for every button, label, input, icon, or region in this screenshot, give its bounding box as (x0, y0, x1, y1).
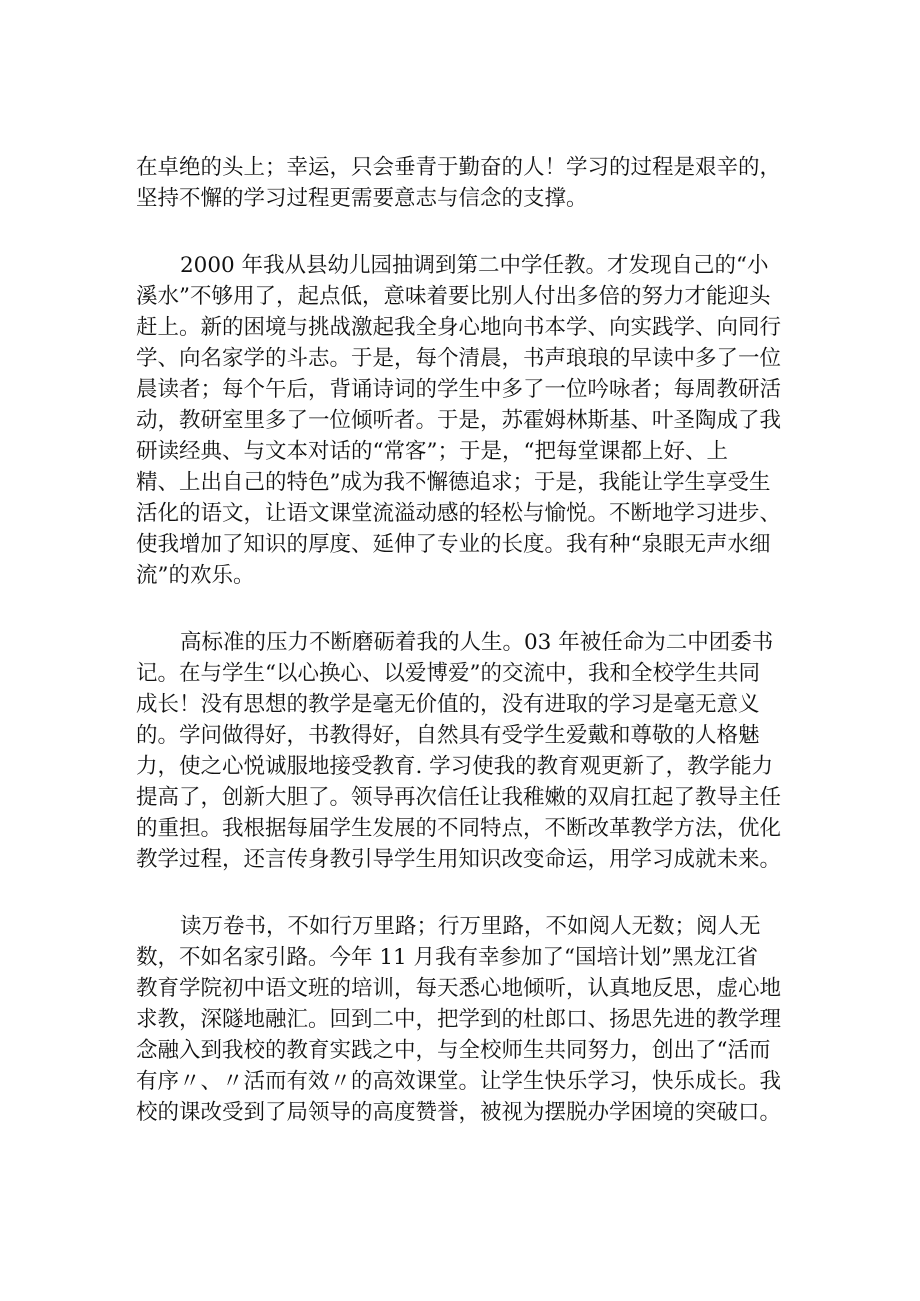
text-line: 学、向名家学的斗志。于是，每个清晨，书声琅琅的早读中多了一位 (136, 346, 782, 371)
text-line: 晨读者；每个午后，背诵诗词的学生中多了一位吟咏者；每周教研活 (136, 377, 782, 402)
text-line: 活化的语文，让语文课堂流溢动感的轻松与愉悦。不断地学习进步、 (136, 501, 782, 526)
text-line: 溪水”不够用了，起点低，意味着要比别人付出多倍的努力才能迎头 (136, 284, 771, 309)
text-line: 研读经典、与文本对话的“常客”；于是，“把每堂课都上好、上 (136, 439, 728, 464)
text-line: 高标准的压力不断磨砺着我的人生。03 年被任命为二中团委书 (180, 630, 774, 655)
text-line: 求教，深隧地融汇。回到二中，把学到的杜郎口、扬思先进的教学理 (136, 1007, 782, 1032)
text-line: 念融入到我校的教育实践之中，与全校师生共同努力，创出了“活而 (136, 1038, 771, 1063)
text-line: 的。学问做得好，书教得好，自然具有受学生爱戴和尊敬的人格魅 (136, 723, 760, 748)
text-line: 动，教研室里多了一位倾听者。于是，苏霍姆林斯基、叶圣陶成了我 (136, 408, 782, 433)
text-line: 成长！没有思想的教学是毫无价值的，没有进取的学习是毫无意义 (136, 692, 760, 717)
text-line: 教育学院初中语文班的培训，每天悉心地倾听，认真地反思，虚心地 (136, 976, 782, 1001)
paragraph-1 (136, 152, 786, 214)
text-line: 在卓绝的头上；幸运，只会垂青于勤奋的人！学习的过程是艰辛的， (136, 155, 782, 180)
text-line: 记。在与学生“以心换心、以爱博爱”的交流中，我和全校学生共同 (136, 661, 760, 686)
paragraph-4 (136, 911, 786, 1128)
text-line: 力，使之心悦诚服地接受教育. 学习使我的教育观更新了，教学能力 (136, 754, 774, 779)
paragraph-gap (136, 591, 786, 627)
text-line: 流”的欢乐。 (136, 563, 255, 588)
text-line: 数，不如名家引路。今年 11 月我有幸参加了“国培计划”黑龙江省 (136, 945, 759, 970)
text-line: 读万卷书，不如行万里路；行万里路，不如阅人无数；阅人无 (180, 914, 761, 939)
body-text (136, 152, 786, 1128)
text-line: 精、上出自己的特色”成为我不懈德追求；于是，我能让学生享受生 (136, 470, 771, 495)
paragraph-3 (136, 627, 786, 875)
text-line: 有序〃、〃活而有效〃的高效课堂。让学生快乐学习，快乐成长。我 (136, 1069, 782, 1094)
text-line: 赶上。新的困境与挑战激起我全身心地向书本学、向实践学、向同行 (136, 315, 782, 340)
paragraph-gap (136, 875, 786, 911)
text-line: 提高了，创新大胆了。领导再次信任让我稚嫩的双肩扛起了教导主任 (136, 785, 782, 810)
text-line: 的重担。我根据每届学生发展的不同特点，不断改革教学方法，优化 (136, 816, 782, 841)
paragraph-gap (136, 214, 786, 250)
text-line: 坚持不懈的学习过程更需要意志与信念的支撑。 (136, 186, 588, 211)
text-line: 教学过程，还言传身教引导学生用知识改变命运，用学习成就未来。 (136, 847, 782, 872)
text-line: 校的课改受到了局领导的高度赞誉，被视为摆脱办学困境的突破口。 (136, 1100, 782, 1125)
text-line: 2000 年我从县幼儿园抽调到第二中学任教。才发现自己的“小 (180, 253, 769, 278)
text-line: 使我增加了知识的厚度、延伸了专业的长度。我有种“泉眼无声水细 (136, 532, 771, 557)
paragraph-2 (136, 250, 786, 591)
